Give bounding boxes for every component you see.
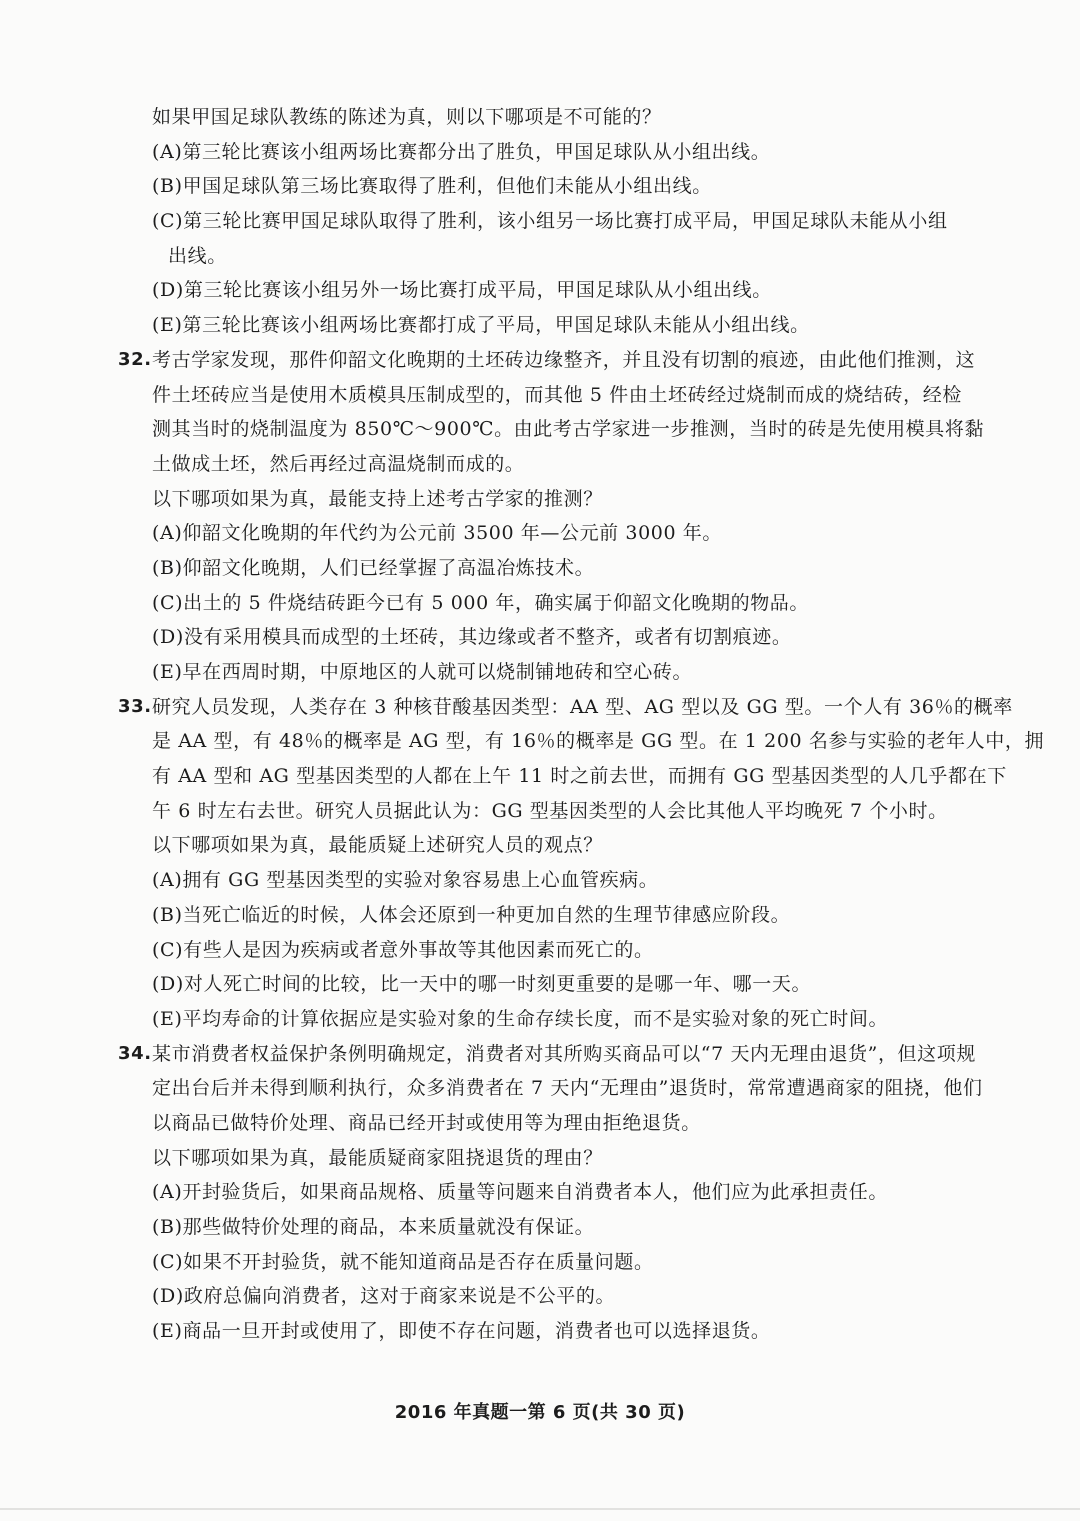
question-33-line-3: 有 AA 型和 AG 型基因类型的人都在上午 11 时之前去世，而拥有 GG 型基因类型的人几乎都在下 — [152, 765, 1007, 788]
question-33-question: 以下哪项如果为真，最能质疑上述研究人员的观点？ — [152, 834, 603, 857]
question-34-option-d: (D)政府总偏向消费者，这对于商家来说是不公平的。 — [152, 1285, 616, 1308]
question-33-option-b: (B)当死亡临近的时候，人体会还原到一种更加自然的生理节律感应阶段。 — [152, 903, 791, 926]
question-33-option-e: (E)平均寿命的计算依据应是实验对象的生命存续长度，而不是实验对象的死亡时间。 — [152, 1007, 889, 1030]
question-32-option-c: (C)出土的 5 件烧结砖距今已有 5 000 年，确实属于仰韶文化晚期的物品。 — [152, 591, 810, 614]
question-34-line-1 — [118, 1037, 988, 1072]
question-32-option-b: (B)仰韶文化晚期，人们已经掌握了高温冶炼技术。 — [152, 556, 595, 579]
question-32-line-1 — [118, 343, 988, 378]
question-32-line-2: 件土坯砖应当是使用木质模具压制成型的，而其他 5 件由土坯砖经过烧制而成的烧结砖，经检 — [152, 383, 962, 406]
question-34-line-3: 以商品已做特价处理、商品已经开封或使用等为理由拒绝退货。 — [152, 1111, 701, 1134]
question-34-line-2: 定出台后并未得到顺利执行，众多消费者在 7 天内“无理由”退货时，常常遭遇商家的阻挠，他们 — [152, 1077, 983, 1100]
question-31-stem: 如果甲国足球队教练的陈述为真，则以下哪项是不可能的？ — [152, 106, 662, 128]
question-32-line-3: 测其当时的烧制温度为 850℃～900℃。由此考古学家进一步推测，当时的砖是先使用模具将黏 — [152, 418, 985, 441]
question-34-question: 以下哪项如果为真，最能质疑商家阻挠退货的理由？ — [152, 1146, 603, 1169]
page-footer: 2016 年真题一第 6 页(共 30 页) — [394, 1402, 686, 1423]
question-31-option-c-continued: 出线。 — [168, 244, 227, 267]
question-34-option-c: (C)如果不开封验货，就不能知道商品是否存在质量问题。 — [152, 1250, 654, 1273]
question-32-number: 32. — [118, 348, 152, 370]
question-33-option-d: (D)对人死亡时间的比较，比一天中的哪一时刻更重要的是哪一年、哪一天。 — [152, 973, 812, 996]
question-33-line-2: 是 AA 型，有 48％的概率是 AG 型，有 16％的概率是 GG 型。在 1 200 名参与实验的老年人中，拥 — [152, 730, 1045, 753]
question-33-option-c: (C)有些人是因为疾病或者意外事故等其他因素而死亡的。 — [152, 938, 654, 961]
question-32-line-4: 土做成土坯，然后再经过高温烧制而成的。 — [152, 452, 525, 475]
question-32-option-d: (D)没有采用模具而成型的土坯砖，其边缘或者不整齐，或者有切割痕迹。 — [152, 626, 792, 649]
scan-edge-divider — [0, 1508, 1080, 1510]
question-31-option-e: (E)第三轮比赛该小组两场比赛都打成了平局，甲国足球队未能从小组出线。 — [152, 314, 810, 337]
question-32-option-a: (A)仰韶文化晚期的年代约为公元前 3500 年—公元前 3000 年。 — [152, 522, 723, 545]
question-34-option-b: (B)那些做特价处理的商品，本来质量就没有保证。 — [152, 1216, 595, 1238]
question-34-text: 某市消费者权益保护条例明确规定，消费者对其所购买商品可以“7 天内无理由退货”，但这项规 — [152, 1042, 976, 1065]
question-34-number: 34. — [118, 1042, 152, 1064]
question-33-line-4: 午 6 时左右去世。研究人员据此认为：GG 型基因类型的人会比其他人平均晚死 7 个小时。 — [152, 799, 948, 822]
question-34-option-a: (A)开封验货后，如果商品规格、质量等问题来自消费者本人，他们应为此承担责任。 — [152, 1181, 888, 1204]
page-content — [118, 100, 1045, 1349]
question-33-option-a: (A)拥有 GG 型基因类型的实验对象容易患上心血管疾病。 — [152, 869, 659, 892]
question-34-option-e: (E)商品一旦开封或使用了，即使不存在问题，消费者也可以选择退货。 — [152, 1320, 771, 1343]
question-32-question: 以下哪项如果为真，最能支持上述考古学家的推测？ — [152, 487, 603, 510]
question-32-text: 考古学家发现，那件仰韶文化晚期的土坯砖边缘整齐，并且没有切割的痕迹，由此他们推测，这 — [152, 348, 976, 371]
question-31-option-c: (C)第三轮比赛甲国足球队取得了胜利，该小组另一场比赛打成平局，甲国足球队未能从小组 — [152, 210, 948, 233]
question-31-option-b: (B)甲国足球队第三场比赛取得了胜利，但他们未能从小组出线。 — [152, 175, 712, 198]
question-33-text: 研究人员发现，人类存在 3 种核苷酸基因类型：AA 型、AG 型以及 GG 型。一个人有 36％的概率 — [152, 695, 1013, 718]
question-33-line-1 — [118, 690, 1013, 725]
question-31-option-d: (D)第三轮比赛该小组另外一场比赛打成平局，甲国足球队从小组出线。 — [152, 279, 772, 302]
question-31-option-a: (A)第三轮比赛该小组两场比赛都分出了胜负，甲国足球队从小组出线。 — [152, 140, 771, 163]
question-32-option-e: (E)早在西周时期，中原地区的人就可以烧制铺地砖和空心砖。 — [152, 661, 693, 683]
question-33-number: 33. — [118, 695, 152, 717]
